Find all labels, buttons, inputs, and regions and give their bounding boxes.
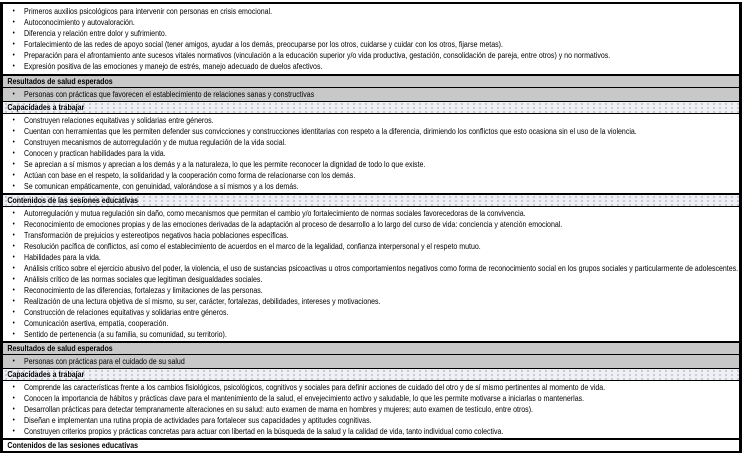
bullet-icon: • bbox=[12, 406, 15, 413]
bullet-icon: • bbox=[12, 320, 15, 327]
list-item bbox=[3, 181, 739, 192]
section-header-row bbox=[3, 341, 739, 354]
bullet-icon: • bbox=[12, 183, 15, 190]
list-item-text: Construyen mecanismos de autorregulación y de mutua regulación de la vida social. bbox=[24, 138, 287, 147]
list-item bbox=[3, 148, 739, 159]
list-item bbox=[3, 126, 739, 137]
bullet-list-body bbox=[3, 382, 739, 437]
section-header-label: Resultados de salud esperados bbox=[7, 344, 113, 353]
bullet-list-body bbox=[3, 208, 739, 340]
list-item-text: Cuentan con herramientas que les permiten defender sus convicciones y construcciones identitarias con respeto a la diferencia, dirimiendo los conflictos que esto ocasiona sin el uso de la violencia. bbox=[24, 127, 637, 136]
section-header-label: Resultados de salud esperados bbox=[7, 77, 113, 86]
list-item bbox=[3, 426, 739, 437]
bullet-list bbox=[3, 354, 739, 368]
bullet-list bbox=[3, 113, 739, 193]
bullet-list bbox=[3, 87, 739, 101]
list-item bbox=[3, 39, 739, 50]
bullet-list bbox=[3, 380, 739, 438]
list-item bbox=[3, 252, 739, 263]
list-item bbox=[3, 230, 739, 241]
list-item bbox=[3, 170, 739, 181]
list-item bbox=[3, 285, 739, 296]
document-table bbox=[0, 2, 742, 453]
section-header-label: Capacidades a trabajar bbox=[7, 103, 85, 112]
bullet-icon: • bbox=[12, 172, 15, 179]
bullet-list-body bbox=[3, 356, 739, 367]
list-item bbox=[3, 415, 739, 426]
list-item-text: Desarrollan prácticas para detectar tempranamente alteraciones en su salud: auto examen de mama en hombres y mujeres; auto examen de testículo, entre otros). bbox=[24, 405, 533, 414]
bullet-list-body bbox=[3, 6, 739, 72]
list-item-text: Fortalecimiento de las redes de apoyo social (tener amigos, ayudar a los demás, preocuparse por los otros, cuidarse y cuidar con los otros, fijarse metas). bbox=[24, 40, 503, 49]
list-item-text: Primeros auxilios psicológicos para intervenir con personas en crisis emocional. bbox=[24, 7, 273, 16]
section-header-row bbox=[3, 101, 739, 113]
list-item-text: Análisis crítico de las normas sociales que legitiman desigualdades sociales. bbox=[24, 275, 263, 284]
bullet-list bbox=[3, 206, 739, 341]
list-item bbox=[3, 61, 739, 72]
list-item bbox=[3, 115, 739, 126]
section-header-label: Capacidades a trabajar bbox=[7, 370, 85, 379]
list-item bbox=[3, 241, 739, 252]
bullet-icon: • bbox=[12, 117, 15, 124]
bullet-icon: • bbox=[12, 384, 15, 391]
list-item bbox=[3, 263, 739, 274]
list-item-text: Actúan con base en el respeto, la solidaridad y la cooperación como forma de relacionarse con los demás. bbox=[24, 171, 356, 180]
bullet-icon: • bbox=[12, 395, 15, 402]
bullet-icon: • bbox=[12, 331, 15, 338]
section-header-row bbox=[3, 438, 739, 453]
section-header-row bbox=[3, 74, 739, 87]
bullet-icon: • bbox=[12, 41, 15, 48]
list-item-text: Transformación de prejuicios y estereotipos negativos hacia poblaciones específicas. bbox=[24, 231, 289, 240]
bullet-icon: • bbox=[12, 52, 15, 59]
list-item bbox=[3, 6, 739, 17]
list-item bbox=[3, 89, 739, 100]
bullet-icon: • bbox=[12, 309, 15, 316]
list-item-text: Construyen relaciones equitativas y solidarias entre géneros. bbox=[24, 116, 214, 125]
list-item bbox=[3, 208, 739, 219]
list-item bbox=[3, 382, 739, 393]
list-item bbox=[3, 50, 739, 61]
list-item-text: Habilidades para la vida. bbox=[24, 253, 101, 262]
bullet-icon: • bbox=[12, 150, 15, 157]
bullet-icon: • bbox=[12, 276, 15, 283]
bullet-list-body bbox=[3, 115, 739, 192]
bullet-icon: • bbox=[12, 30, 15, 37]
bullet-icon: • bbox=[12, 128, 15, 135]
bullet-icon: • bbox=[12, 139, 15, 146]
bullet-icon: • bbox=[12, 265, 15, 272]
bullet-icon: • bbox=[12, 287, 15, 294]
bullet-icon: • bbox=[12, 254, 15, 261]
list-item-text: Comunicación asertiva, empatía, cooperación. bbox=[24, 319, 169, 328]
list-item bbox=[3, 307, 739, 318]
list-item-text: Comprende las características frente a los cambios fisiológicos, psicológicos, cognitivos y sociales para definir acciones de cuidado del otro y de sí mismo pertinentes al momento de vida. bbox=[24, 383, 606, 392]
list-item bbox=[3, 296, 739, 307]
list-item-text: Personas con prácticas para el cuidado de su salud bbox=[24, 357, 185, 366]
list-item bbox=[3, 356, 739, 367]
bullet-icon: • bbox=[12, 428, 15, 435]
list-item bbox=[3, 159, 739, 170]
list-item-text: Conocen y practican habilidades para la vida. bbox=[24, 149, 166, 158]
list-item bbox=[3, 17, 739, 28]
list-item-text: Conocen la importancia de hábitos y prácticas clave para el mantenimiento de la salud, el envejecimiento activo y saludable, lo que les permite motivarse a iniciarlas o mantenerlas. bbox=[24, 394, 585, 403]
list-item-text: Diferencia y relación entre dolor y sufrimiento. bbox=[24, 29, 167, 38]
bullet-list bbox=[3, 4, 739, 74]
bullet-icon: • bbox=[12, 243, 15, 250]
list-item-text: Se aprecian a sí mismos y aprecian a los demás y a la naturaleza, lo que les permite reconocer la dignidad de todo lo que existe. bbox=[24, 160, 426, 169]
list-item-text: Construcción de relaciones equitativas y solidarias entre géneros. bbox=[24, 308, 229, 317]
list-item bbox=[3, 329, 739, 340]
section-header-row bbox=[3, 368, 739, 380]
bullet-icon: • bbox=[12, 298, 15, 305]
list-item-text: Resolución pacífica de conflictos, así como el establecimiento de acuerdos en el marco de la legalidad, confianza interpersonal y el respeto mutuo. bbox=[24, 242, 481, 251]
list-item-text: Preparación para el afrontamiento ante sucesos vitales normativos (vinculación a la educación superior y/o vida productiva, gestación, consolidación de pareja, entre otros) y no normativos. bbox=[24, 51, 611, 60]
list-item-text: Análisis crítico sobre el ejercicio abusivo del poder, la violencia, el uso de sustancias psicoactivas u otros comportamientos negativos como forma de reconocimiento social en los grupos sociales y particularmente de adolescentes. bbox=[24, 264, 739, 273]
list-item-text: Autorregulación y mutua regulación sin daño, como mecanismos que permitan el cambio y/o fortalecimiento de normas sociales favorecedoras de la convivencia. bbox=[24, 209, 526, 218]
bullet-icon: • bbox=[12, 358, 15, 365]
list-item bbox=[3, 274, 739, 285]
list-item-text: Reconocimiento de emociones propias y de las emociones derivadas de la adaptación al proceso de desarrollo a lo largo del curso de vida: conciencia y atención emocional. bbox=[24, 220, 563, 229]
list-item-text: Realización de una lectura objetiva de sí mismo, su ser, carácter, fortalezas, debilidades, intereses y motivaciones. bbox=[24, 297, 381, 306]
list-item bbox=[3, 28, 739, 39]
list-item bbox=[3, 393, 739, 404]
section-header-label: Contenidos de las sesiones educativas bbox=[7, 441, 139, 450]
section-header-row bbox=[3, 193, 739, 206]
list-item-text: Diseñan e implementan una rutina propia de actividades para fortalecer sus capacidades y aptitudes cognitivas. bbox=[24, 416, 372, 425]
list-item-text: Construyen criterios propios y prácticas concretas para actuar con libertad en la búsqueda de la salud y la calidad de vida, tanto individual como colectiva. bbox=[24, 427, 504, 436]
list-item-text: Se comunican empáticamente, con genuinidad, valorándose a sí mismos y a los demás. bbox=[24, 182, 299, 191]
bullet-icon: • bbox=[12, 417, 15, 424]
section-header-label: Contenidos de las sesiones educativas bbox=[7, 196, 139, 205]
list-item bbox=[3, 219, 739, 230]
list-item bbox=[3, 137, 739, 148]
bullet-icon: • bbox=[12, 19, 15, 26]
bullet-icon: • bbox=[12, 232, 15, 239]
list-item bbox=[3, 318, 739, 329]
list-item-text: Autoconocimiento y autovaloración. bbox=[24, 18, 135, 27]
list-item bbox=[3, 404, 739, 415]
bullet-icon: • bbox=[12, 8, 15, 15]
bullet-icon: • bbox=[12, 63, 15, 70]
bullet-icon: • bbox=[12, 91, 15, 98]
list-item-text: Sentido de pertenencia (a su familia, su comunidad, su territorio). bbox=[24, 330, 227, 339]
list-item-text: Reconocimiento de las diferencias, fortalezas y limitaciones de las personas. bbox=[24, 286, 263, 295]
bullet-icon: • bbox=[12, 210, 15, 217]
list-item-text: Expresión positiva de las emociones y manejo de estrés, manejo adecuado de duelos afectivos. bbox=[24, 62, 323, 71]
bullet-icon: • bbox=[12, 221, 15, 228]
bullet-icon: • bbox=[12, 161, 15, 168]
list-item-text: Personas con prácticas que favorecen el establecimiento de relaciones sanas y constructivas bbox=[24, 90, 315, 99]
bullet-list-body bbox=[3, 89, 739, 100]
